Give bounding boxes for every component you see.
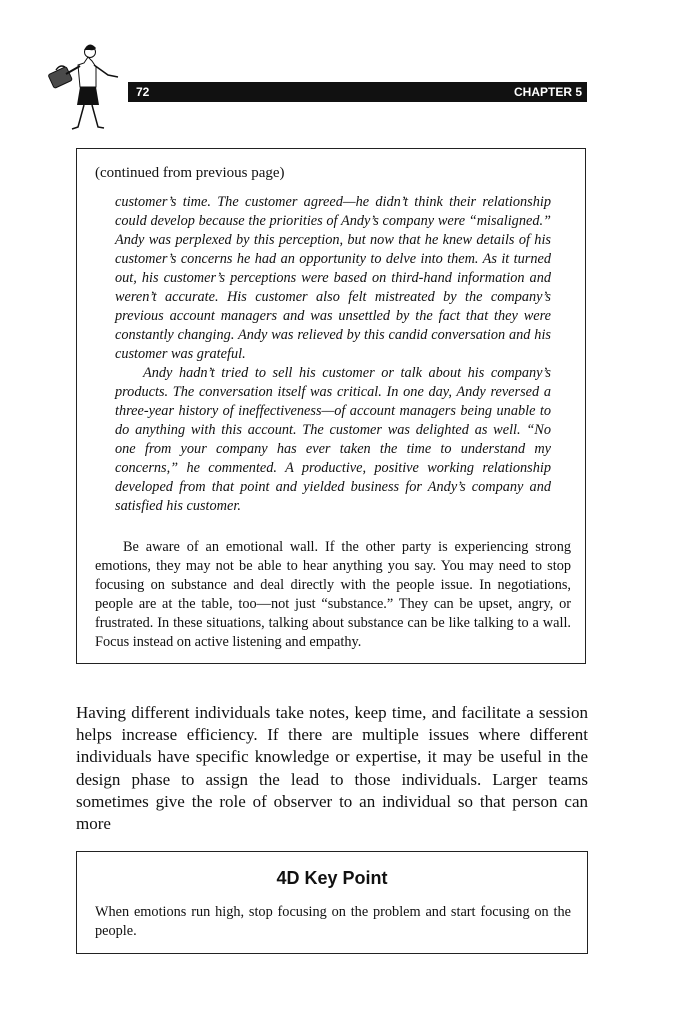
- key-point-title: 4D Key Point: [276, 868, 388, 888]
- running-header: [128, 82, 587, 102]
- story-paragraph: Andy hadn’t tried to sell his customer or talk about his company’s products. The conversation itself was critical. In one day, Andy reversed a three-year history of ineffectiveness—of account managers being unable to do anything with this account. The customer was delighted as well. “No one from your company has ever taken the time to understand my concerns,” he commented. A productive, positive working relationship developed from that point and yielded business for Andy’s company and satisfied his customer.: [115, 365, 551, 514]
- body-paragraph: Having different individuals take notes, keep time, and facilitate a session helps increase efficiency. If there are multiple issues where different individuals have specific knowledge or expertise, it may be useful in the design phase to assign the lead to those individuals. Larger teams sometimes give the role of observer to an individual so that person can more: [76, 703, 588, 834]
- key-point-box: [76, 851, 588, 954]
- story-paragraph: customer’s time. The customer agreed—he didn’t think their relationship could develop because the priorities of Andy’s company were “misaligned.” Andy was perplexed by this perception, but now that he knew details of his customer’s concerns he had an opportunity to delve into them. As it turned out, his customer’s perceptions were based on third-hand information and weren’t accurate. His customer also felt mistreated by the company’s previous account managers and was unsettled by the fact that they were constantly changing. Andy was relieved by this candid conversation and his customer was grateful.: [115, 194, 551, 362]
- case-study-story: [115, 193, 551, 516]
- case-study-box: [76, 148, 586, 664]
- continued-label: (continued from previous page): [95, 165, 285, 181]
- advice-paragraph: Be aware of an emotional wall. If the other party is experiencing strong emotions, they may not be able to hear anything you say. You may need to stop focusing on substance and deal directly with the people issue. In negotiations, people are at the table, too—not just “substance.” They can be upset, angry, or frustrated. In these situations, talking about substance can be like talking to a wall. Focus instead on active listening and empathy.: [95, 539, 571, 650]
- page-number: 72: [136, 85, 150, 99]
- businesswoman-with-briefcase-icon: [46, 40, 132, 134]
- key-point-text: When emotions run high, stop focusing on the problem and start focusing on the people.: [95, 904, 571, 939]
- chapter-label: CHAPTER 5: [513, 85, 582, 99]
